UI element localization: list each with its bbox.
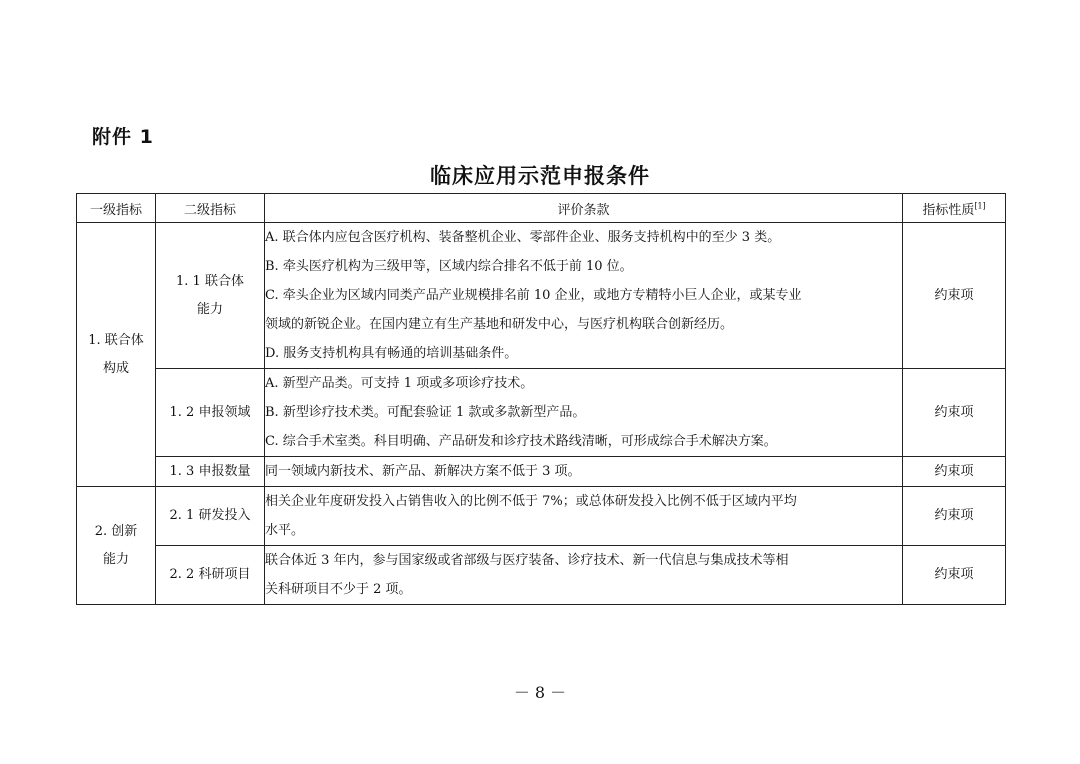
level1-name-line: 能力 — [102, 551, 129, 567]
criteria-line: A. 新型产品类。可支持 1 项或多项诊疗技术。 — [265, 376, 534, 391]
criteria-line: B. 新型诊疗技术类。可配套验证 1 款或多款新型产品。 — [265, 405, 586, 420]
table-row — [77, 457, 1006, 487]
nature-cell: 约束项 — [903, 369, 1006, 457]
criteria-line: A. 联合体内应包含医疗机构、装备整机企业、零部件企业、服务支持机构中的至少 3 类。 — [265, 230, 781, 245]
level2-cell — [156, 546, 265, 605]
criteria-table — [76, 193, 1006, 605]
table-row — [77, 223, 1006, 369]
criteria-line: B. 牵头医疗机构为三级甲等，区域内综合排名不低于前 10 位。 — [265, 259, 633, 274]
level2-cell — [156, 369, 265, 457]
nature-cell: 约束项 — [903, 457, 1006, 487]
level2-cell — [156, 223, 265, 369]
level2-cell — [156, 457, 265, 487]
criteria-cell — [265, 369, 903, 457]
criteria-line: C. 综合手术室类。科目明确、产品研发和诊疗技术路线清晰，可形成综合手术解决方案。 — [265, 434, 777, 449]
nature-cell: 约束项 — [903, 546, 1006, 605]
criteria-cell — [265, 457, 903, 487]
attachment-label: 附件 1 — [92, 126, 154, 148]
level2-cell — [156, 487, 265, 546]
criteria-line: 领域的新锐企业。在国内建立有生产基地和研发中心，与医疗机构联合创新经历。 — [265, 317, 734, 332]
table-row — [77, 487, 1006, 546]
header-level2: 二级指标 — [156, 194, 265, 223]
criteria-line: 关科研项目不少于 2 项。 — [265, 582, 412, 597]
level1-cell — [77, 223, 156, 487]
level2-name-line: 能力 — [196, 301, 223, 317]
criteria-line: 联合体近 3 年内，参与国家级或省部级与医疗装备、诊疗技术、新一代信息与集成技术等相 — [265, 553, 789, 568]
level2-name-line: 2. 1 研发投入 — [169, 508, 251, 523]
table-header-row — [77, 194, 1006, 223]
criteria-cell — [265, 487, 903, 546]
level2-name-line: 1. 3 申报数量 — [169, 463, 251, 479]
table-row — [77, 546, 1006, 605]
header-nature-label: 指标性质 — [922, 202, 975, 218]
criteria-cell — [265, 223, 903, 369]
criteria-line: 同一领域内新技术、新产品、新解决方案不低于 3 项。 — [265, 464, 581, 479]
level2-name-line: 2. 2 科研项目 — [169, 567, 251, 582]
criteria-line: C. 牵头企业为区域内同类产品产业规模排名前 10 企业，或地方专精特小巨人企业，或某专业 — [265, 288, 802, 303]
level1-name-line: 构成 — [102, 360, 129, 376]
level1-name-line: 1. 联合体 — [88, 332, 144, 348]
level2-name-line: 1. 2 申报领域 — [169, 404, 251, 420]
header-nature — [903, 194, 1006, 223]
table-row — [77, 369, 1006, 457]
header-level1: 一级指标 — [77, 194, 156, 223]
criteria-cell — [265, 546, 903, 605]
nature-cell: 约束项 — [903, 487, 1006, 546]
document-title: 临床应用示范申报条件 — [430, 164, 650, 188]
page-number: － 8 － — [513, 683, 567, 702]
criteria-line: 水平。 — [265, 523, 305, 538]
header-nature-note: [1] — [974, 201, 986, 211]
level1-cell — [77, 487, 156, 605]
criteria-line: 相关企业年度研发投入占销售收入的比例不低于 7%；或总体研发投入比例不低于区域内平均 — [265, 494, 797, 509]
level2-name-line: 1. 1 联合体 — [176, 273, 244, 289]
criteria-line: D. 服务支持机构具有畅通的培训基础条件。 — [265, 346, 518, 361]
level1-name-line: 2. 创新 — [94, 523, 138, 539]
header-criteria: 评价条款 — [265, 194, 903, 223]
nature-cell: 约束项 — [903, 223, 1006, 369]
